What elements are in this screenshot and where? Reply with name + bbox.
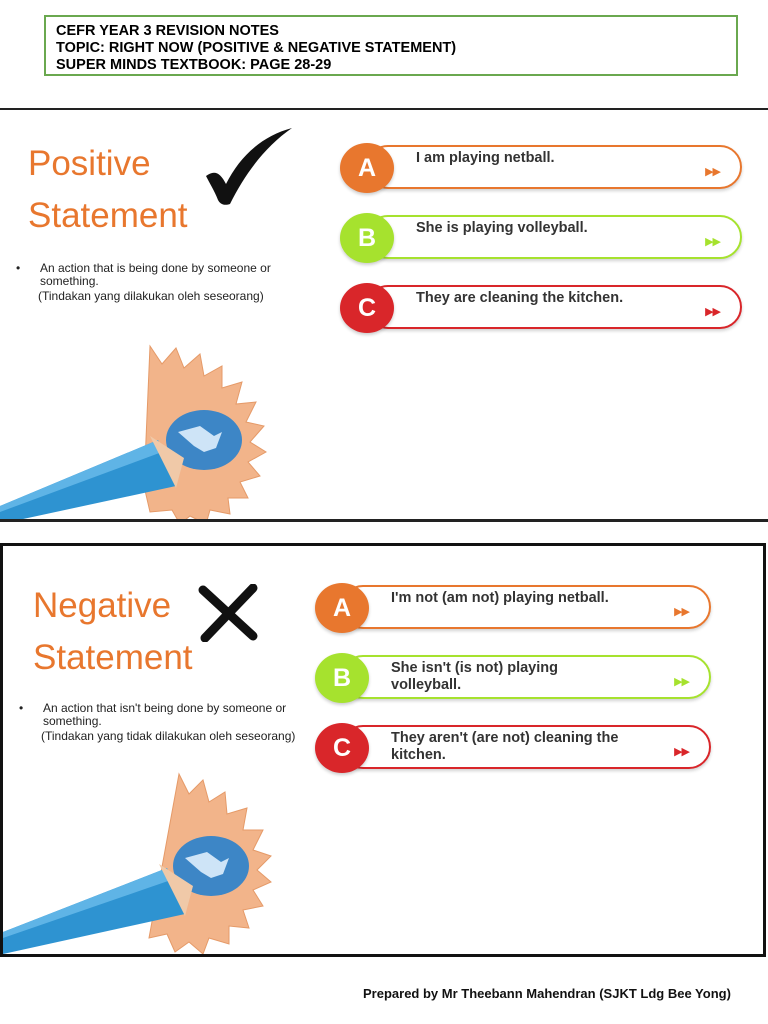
cross-icon — [197, 584, 259, 642]
double-arrow-icon: ▶▶ — [674, 676, 689, 688]
double-arrow-icon: ▶▶ — [674, 746, 689, 758]
bullet-dot: • — [19, 701, 24, 715]
header-line-2: TOPIC: RIGHT NOW (POSITIVE & NEGATIVE STATEMENT) — [56, 40, 457, 56]
negative-title-line-1: Negative — [33, 586, 172, 625]
option-text: She isn't (is not) playing volleyball. — [391, 660, 558, 693]
option-letter-badge: C — [340, 283, 394, 333]
negative-option-b — [315, 654, 711, 704]
positive-option-c — [340, 284, 742, 334]
positive-bullet-translation: (Tindakan yang dilakukan oleh seseorang) — [38, 289, 264, 303]
positive-title-line-1: Positive — [28, 144, 151, 183]
option-letter-badge: B — [340, 213, 394, 263]
negative-bullet-text: An action that isn't being done by someone or something. — [43, 701, 287, 728]
positive-bullet-text: An action that is being done by someone or something. — [40, 261, 271, 288]
option-text: I am playing netball. — [416, 150, 555, 166]
negative-option-a — [315, 584, 711, 634]
positive-statement-panel — [0, 108, 768, 522]
option-letter-badge: A — [340, 143, 394, 193]
negative-bullet-translation: (Tindakan yang tidak dilakukan oleh seseorang) — [41, 729, 296, 743]
option-text: I'm not (am not) playing netball. — [391, 590, 609, 606]
negative-title-line-2: Statement — [33, 638, 193, 677]
negative-option-c — [315, 724, 711, 774]
positive-option-a — [340, 144, 742, 194]
option-text: She is playing volleyball. — [416, 220, 588, 236]
option-letter-badge: A — [315, 583, 369, 633]
positive-title-line-2: Statement — [28, 196, 188, 235]
checkmark-icon — [200, 126, 296, 208]
header-line-1: CEFR YEAR 3 REVISION NOTES — [56, 23, 279, 39]
header-line-3: SUPER MINDS TEXTBOOK: PAGE 28-29 — [56, 57, 332, 73]
double-arrow-icon: ▶▶ — [705, 306, 720, 318]
option-text: They are cleaning the kitchen. — [416, 290, 624, 306]
negative-statement-panel — [0, 543, 766, 957]
double-arrow-icon: ▶▶ — [705, 166, 720, 178]
bullet-dot: • — [16, 261, 21, 275]
positive-option-b — [340, 214, 742, 264]
header-box — [44, 15, 738, 76]
footer-credit: Prepared by Mr Theebann Mahendran (SJKT Ldg Bee Yong) — [363, 986, 731, 1001]
option-letter-badge: C — [315, 723, 369, 773]
option-letter-badge: B — [315, 653, 369, 703]
double-arrow-icon: ▶▶ — [705, 236, 720, 248]
pencil-illustration — [0, 336, 300, 522]
pencil-illustration — [3, 772, 303, 954]
option-text: They aren't (are not) cleaning the kitchen. — [391, 730, 619, 763]
double-arrow-icon: ▶▶ — [674, 606, 689, 618]
